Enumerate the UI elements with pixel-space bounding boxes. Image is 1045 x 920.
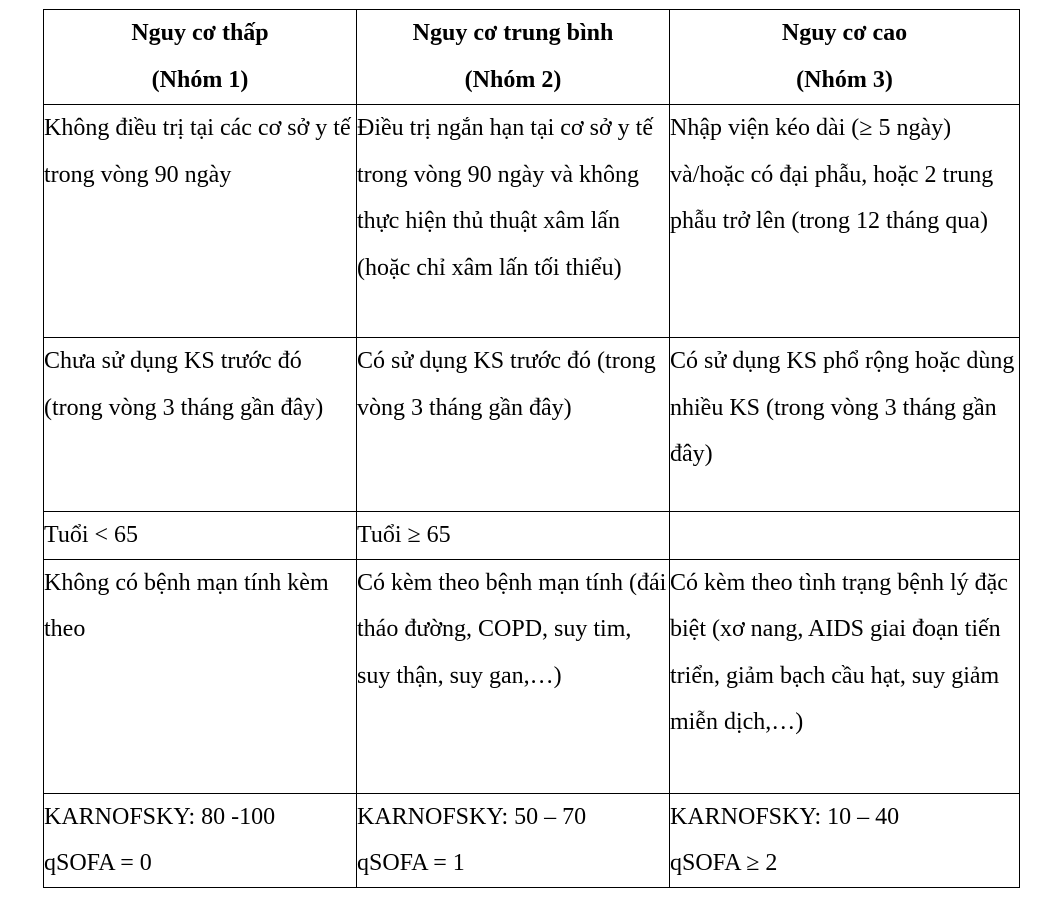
table-cell: Tuổi ≥ 65 [357, 512, 670, 560]
table-cell: Có kèm theo tình trạng bệnh lý đặc biệt (xơ nang, AIDS giai đoạn tiến triển, giảm bạch cầu hạt, suy giảm miễn dịch,…) [670, 559, 1020, 793]
risk-group-table [43, 9, 1020, 888]
table-cell: Không điều trị tại các cơ sở y tế trong vòng 90 ngày [44, 105, 357, 338]
table-cell [670, 793, 1020, 887]
table-row-age [44, 512, 1020, 560]
header-group: (Nhóm 1) [151, 67, 249, 93]
table-cell: Nhập viện kéo dài (≥ 5 ngày) và/hoặc có đại phẫu, hoặc 2 trung phẫu trở lên (trong 12 tháng qua) [670, 105, 1020, 338]
table-header-row [44, 10, 1020, 105]
header-medium-risk [357, 10, 670, 105]
table-row-treatment-history [44, 105, 1020, 338]
header-group: (Nhóm 2) [464, 67, 562, 93]
header-title: Nguy cơ cao [781, 20, 908, 46]
table-row-comorbidity [44, 559, 1020, 793]
table-cell: Chưa sử dụng KS trước đó (trong vòng 3 tháng gần đây) [44, 338, 357, 512]
table-cell [670, 512, 1020, 560]
karnofsky-score: KARNOFSKY: 50 – 70 [357, 803, 587, 830]
table-cell: Có sử dụng KS phổ rộng hoặc dùng nhiều KS (trong vòng 3 tháng gần đây) [670, 338, 1020, 512]
header-group: (Nhóm 3) [796, 67, 893, 93]
header-title: Nguy cơ trung bình [412, 20, 614, 46]
header-title: Nguy cơ thấp [131, 20, 269, 46]
qsofa-score: qSOFA = 1 [357, 850, 465, 876]
table-cell [357, 793, 670, 887]
table-cell: Điều trị ngắn hạn tại cơ sở y tế trong vòng 90 ngày và không thực hiện thủ thuật xâm lấn (hoặc chỉ xâm lấn tối thiểu) [357, 105, 670, 338]
karnofsky-score: KARNOFSKY: 80 -100 [44, 803, 276, 830]
qsofa-score: qSOFA = 0 [44, 850, 152, 876]
table-cell: Có kèm theo bệnh mạn tính (đái tháo đường, COPD, suy tim, suy thận, suy gan,…) [357, 559, 670, 793]
table-row-scores [44, 793, 1020, 887]
karnofsky-score: KARNOFSKY: 10 – 40 [670, 803, 900, 830]
table-row-antibiotic-history [44, 338, 1020, 512]
table-cell: Không có bệnh mạn tính kèm theo [44, 559, 357, 793]
header-high-risk [670, 10, 1020, 105]
table-cell [44, 793, 357, 887]
qsofa-score: qSOFA ≥ 2 [670, 850, 778, 876]
header-low-risk [44, 10, 357, 105]
table-cell: Tuổi < 65 [44, 512, 357, 560]
table-cell: Có sử dụng KS trước đó (trong vòng 3 tháng gần đây) [357, 338, 670, 512]
